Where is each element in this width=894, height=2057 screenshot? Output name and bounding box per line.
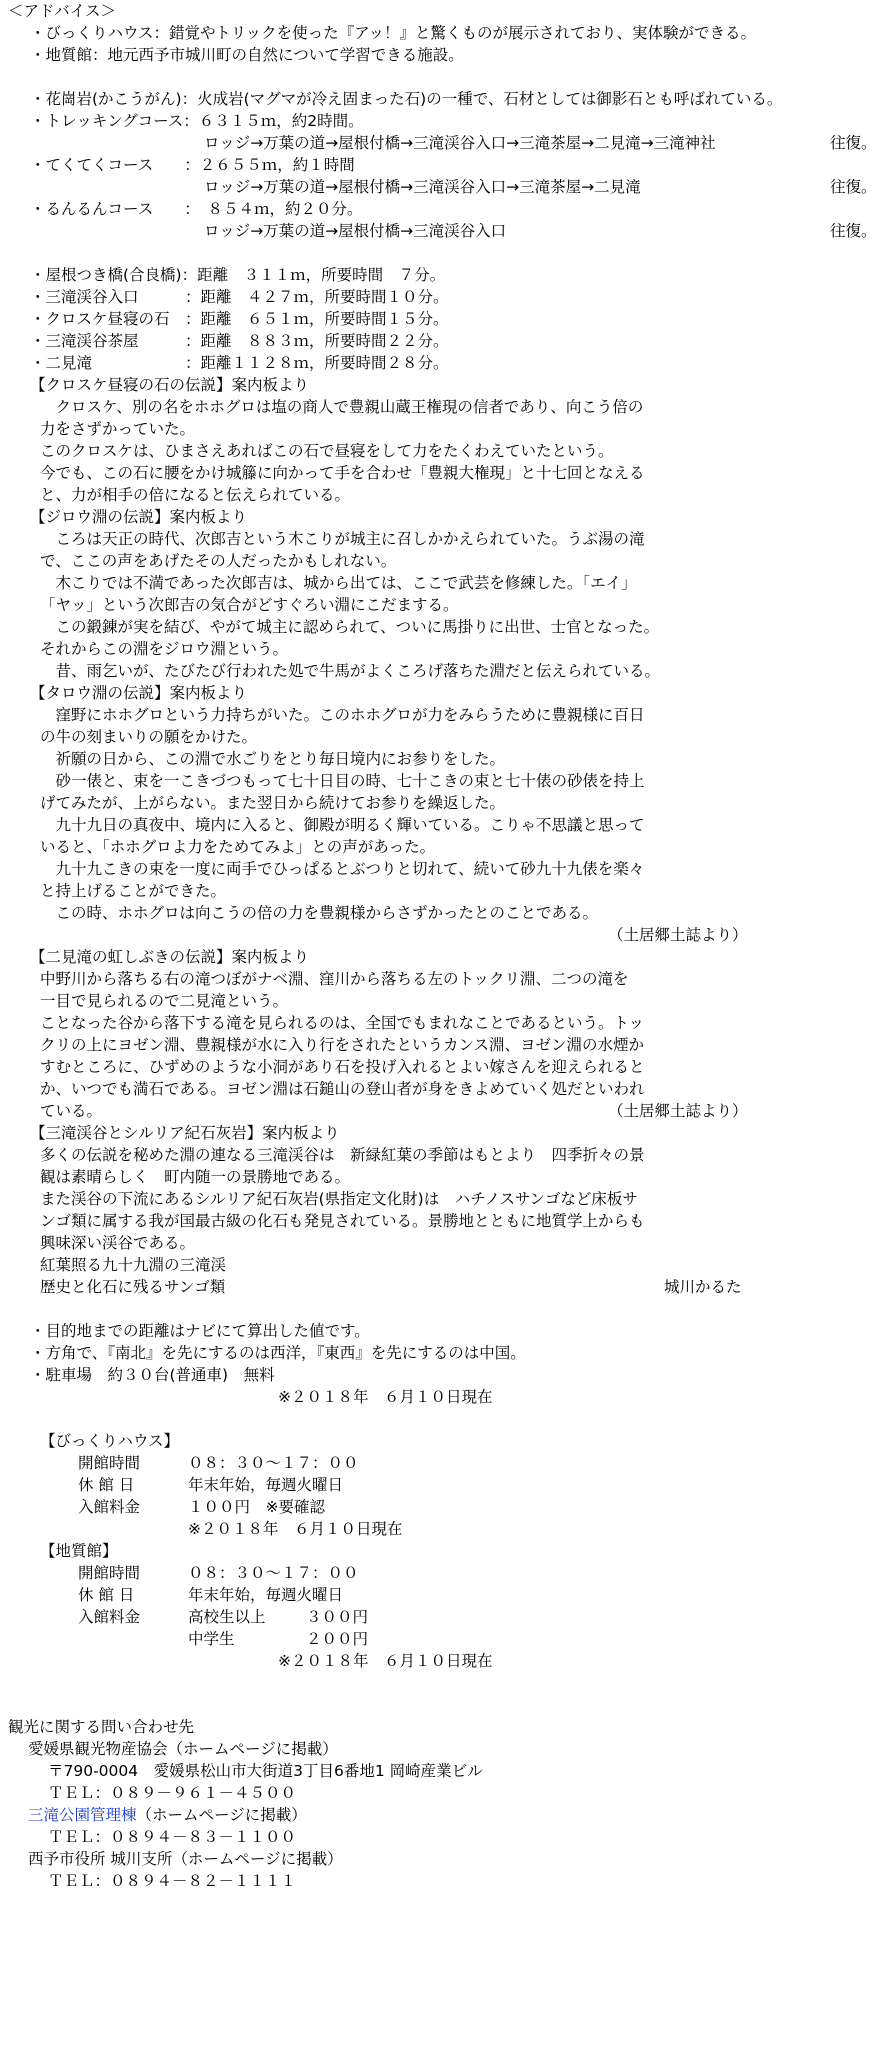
legend-line: ころは天正の時代、次郎吉という木こりが城主に召しかかえられていた。うぶ湯の滝 (40, 530, 645, 548)
contact-city: 西予市役所 城川支所（ホームページに掲載） (28, 1850, 343, 1868)
legend-line: 多くの伝説を秘めた淵の連なる三滝渓谷は 新緑紅葉の季節はもとより 四季折々の景 (40, 1146, 645, 1164)
as-of-note: ※２０１８年 ６月１０日現在 (188, 1520, 403, 1538)
legend-line: 「ヤッ」という次郎吉の気合がどすぐろい淵にこだまする。 (40, 596, 459, 614)
legend-line: それからこの淵をジロウ淵という。 (40, 640, 289, 658)
legend-line (8, 1100, 888, 1122)
contact-tel: ＴＥＬ：０８９４－８３－１１００ (48, 1828, 297, 1846)
legend-line: 今でも、この石に腰をかけ城籐に向かって手を合わせ「豊親大権現」と十七回となえる (40, 464, 645, 482)
legend-line: この鍛錬が実を結び、やがて城主に認められて、ついに馬掛りに出世、士官となった。 (40, 618, 660, 636)
legend-line: また渓谷の下流にあるシルリア紀石灰岩(県指定文化財)は ハチノスサンゴなど床板サ (40, 1190, 638, 1208)
contact-address: 〒790-0004 愛媛県松山市大街道3丁目6番地1 岡崎産業ビル (48, 1762, 483, 1780)
legend-line: で、ここの声をあげたその人だったかもしれない。 (40, 552, 397, 570)
contact-tel: ＴＥＬ：０８９４－８２－１１１１ (48, 1872, 297, 1890)
fee-row (8, 1496, 888, 1518)
facility-line: ・地質館：地元西予市城川町の自然について学習できる施設。 (30, 46, 464, 64)
course-route (8, 176, 888, 198)
facility-title: 【びっくりハウス】 (40, 1432, 180, 1450)
legend-line (8, 1276, 888, 1298)
legend-title: 【二見滝の虹しぶきの伝説】案内板より (30, 948, 310, 966)
hours-label: 開館時間 (78, 1564, 141, 1582)
route-text: ロッジ→万葉の道→屋根付橋→三滝渓谷入口→三滝茶屋→二見滝 (204, 178, 641, 196)
legend-line: の牛の刻まいりの願をかけた。 (40, 728, 258, 746)
fee-mid-value: ２００円 (306, 1630, 369, 1648)
fee-label: 入館料金 (78, 1498, 141, 1516)
note-line: ・駐車場 約３０台(普通車) 無料 (30, 1366, 275, 1384)
legend-line: げてみたが、上がらない。また翌日から続けてお参りを繰返した。 (40, 794, 506, 812)
legend-line: いると、「ホホグロよ力をためてみよ」との声があった。 (40, 838, 436, 856)
hours-row (8, 1452, 888, 1474)
legend-line: ことなった谷から落下する滝を見られるのは、全国でもまれなことであるという。トッ (40, 1014, 645, 1032)
legend-line: 中野川から落ちる右の滝つぼがナベ淵、窪川から落ちる左のトックリ淵、二つの滝を (40, 970, 629, 988)
closed-label: 休 館 日 (78, 1476, 135, 1494)
legend-line: 九十九日の真夜中、境内に入ると、御殿が明るく輝いている。こりゃ不思議と思って (40, 816, 645, 834)
closed-row (8, 1474, 888, 1496)
distance-line: ・二見滝 ：距離１１２８ｍ，所要時間２８分。 (30, 354, 449, 372)
round-trip-note: 往復。 (830, 134, 877, 152)
document-body (8, 0, 888, 1892)
legend-title: 【三滝渓谷とシルリア紀石灰岩】案内板より (30, 1124, 340, 1142)
facility-title: 【地質館】 (40, 1542, 118, 1560)
legend-text: ている。 (40, 1102, 103, 1120)
legend-line: 祈願の日から、この淵で水ごりをとり毎日境内にお参りをした。 (40, 750, 506, 768)
legend-line: 観は素晴らしく 町内随一の景勝地である。 (40, 1168, 351, 1186)
legend-signature: 城川かるた (664, 1278, 742, 1296)
distance-line: ・屋根つき橋(合良橋)：距離 ３１１ｍ，所要時間 ７分。 (30, 266, 446, 284)
distance-line: ・三滝渓谷入口 ：距離 ４２７ｍ，所要時間１０分。 (30, 288, 449, 306)
legend-line: 砂一俵と、束を一こきづつもって七十日目の時、七十こきの束と七十俵の砂俵を持上 (40, 772, 645, 790)
contact-park (8, 1804, 888, 1826)
legend-line: と、力が相手の倍になると伝えられている。 (40, 486, 351, 504)
course-title: ・るんるんコース ： ８５４ｍ，約２０分。 (30, 200, 363, 218)
as-of-note: ※２０１８年 ６月１０日現在 (278, 1652, 493, 1670)
legend-line: この時、ホホグロは向こうの倍の力を豊親様からさずかったとのことである。 (40, 904, 599, 922)
route-text: ロッジ→万葉の道→屋根付橋→三滝渓谷入口 (204, 222, 507, 240)
legend-line: 窪野にホホグロという力持ちがいた。このホホグロが力をみらうために豊親様に百日 (40, 706, 645, 724)
hours-value: ０８：３０～１７：００ (188, 1454, 359, 1472)
course-route (8, 132, 888, 154)
legend-line: と持上げることができた。 (40, 882, 227, 900)
as-of-note: ※２０１８年 ６月１０日現在 (278, 1388, 493, 1406)
distance-line: ・三滝渓谷茶屋 ：距離 ８８３ｍ，所要時間２２分。 (30, 332, 449, 350)
legend-text: 歴史と化石に残るサンゴ類 (40, 1278, 226, 1296)
round-trip-note: 往復。 (830, 178, 877, 196)
legend-line: クリの上にヨゼン淵、豊親様が水に入り行をされたというカンス淵、ヨゼン淵の水煙か (40, 1036, 645, 1054)
note-line: ・目的地までの距離はナビにて算出した値です。 (30, 1322, 370, 1340)
course-title: ・トレッキングコース：６３１５ｍ，約2時間。 (30, 112, 364, 130)
legend-title: 【クロスケ昼寝の石の伝説】案内板より (30, 376, 310, 394)
course-route (8, 220, 888, 242)
closed-value: 年末年始，毎週火曜日 (188, 1586, 344, 1604)
fee-high-value: ３００円 (306, 1608, 369, 1626)
contact-assoc: 愛媛県観光物産協会（ホームページに掲載） (28, 1740, 338, 1758)
hours-row (8, 1562, 888, 1584)
closed-row (8, 1584, 888, 1606)
fee-row (8, 1606, 888, 1628)
legend-source-row (8, 924, 888, 946)
legend-source: （土居郷土誌より） (608, 926, 748, 944)
route-text: ロッジ→万葉の道→屋根付橋→三滝渓谷入口→三滝茶屋→二見滝→三滝神社 (204, 134, 716, 152)
distance-line: ・クロスケ昼寝の石 ：距離 ６５１ｍ，所要時間１５分。 (30, 310, 449, 328)
legend-line: 九十九こきの束を一度に両手でひっぱるとぶつりと切れて、続いて砂九十九俵を楽々 (40, 860, 645, 878)
granite-note: ・花崗岩(かこうがん)：火成岩(マグマが冷え固まった石)の一種で、石材としては御影石とも呼ばれている。 (30, 90, 783, 108)
legend-line: 木こりでは不満であった次郎吉は、城から出ては、ここで武芸を修練した。「エイ」 (40, 574, 637, 592)
legend-source: （土居郷土誌より） (608, 1102, 748, 1120)
fee-value: １００円 ※要確認 (188, 1498, 325, 1516)
fee-high-label: 高校生以上 (188, 1608, 266, 1626)
legend-line: このクロスケは、ひまさえあればこの石で昼寝をして力をたくわえていたという。 (40, 442, 614, 460)
park-note: （ホームページに掲載） (136, 1806, 307, 1824)
course-title: ・てくてくコース ：２６５５ｍ，約１時間 (30, 156, 355, 174)
contact-tel: ＴＥＬ：０８９－９６１－４５００ (48, 1784, 297, 1802)
legend-line: すむところに、ひずめのような小洞があり石を投げ入れるとよい嫁さんを迎えられると (40, 1058, 645, 1076)
note-line: ・方角で、『南北』を先にするのは西洋，『東西』を先にするのは中国。 (30, 1344, 526, 1362)
round-trip-note: 往復。 (830, 222, 877, 240)
legend-line: 昔、雨乞いが、たびたび行われた処で牛馬がよくころげ落ちた淵だと伝えられている。 (40, 662, 661, 680)
legend-line: 興味深い渓谷である。 (40, 1234, 196, 1252)
facility-line: ・びっくりハウス：錯覚やトリックを使った『アッ！』と驚くものが展示されており、実体験ができる。 (30, 24, 757, 42)
legend-line: 力をさずかっていた。 (40, 420, 196, 438)
legend-title: 【タロウ淵の伝説】案内板より (30, 684, 248, 702)
fee-row (8, 1628, 888, 1650)
advice-header: ＜アドバイス＞ (8, 2, 117, 20)
closed-value: 年末年始，毎週火曜日 (188, 1476, 344, 1494)
hours-value: ０８：３０～１７：００ (188, 1564, 359, 1582)
legend-line: 紅葉照る九十九淵の三滝渓 (40, 1256, 227, 1274)
park-office-link[interactable]: 三滝公園管理棟 (28, 1806, 137, 1824)
legend-line: クロスケ、別の名をホホグロは塩の商人で豊親山蔵王権現の信者であり、向こう倍の (40, 398, 644, 416)
contact-title: 観光に関する問い合わせ先 (8, 1718, 195, 1736)
legend-line: 一目で見られるので二見滝という。 (40, 992, 289, 1010)
legend-title: 【ジロウ淵の伝説】案内板より (30, 508, 248, 526)
fee-mid-label: 中学生 (188, 1630, 235, 1648)
closed-label: 休 館 日 (78, 1586, 135, 1604)
hours-label: 開館時間 (78, 1454, 141, 1472)
legend-line: か、いつでも満石である。ヨゼン淵は石鎚山の登山者が身をきよめていく処だといわれ (40, 1080, 645, 1098)
fee-label: 入館料金 (78, 1608, 141, 1626)
legend-line: ンゴ類に属する我が国最古級の化石も発見されている。景勝地とともに地質学上からも (40, 1212, 645, 1230)
